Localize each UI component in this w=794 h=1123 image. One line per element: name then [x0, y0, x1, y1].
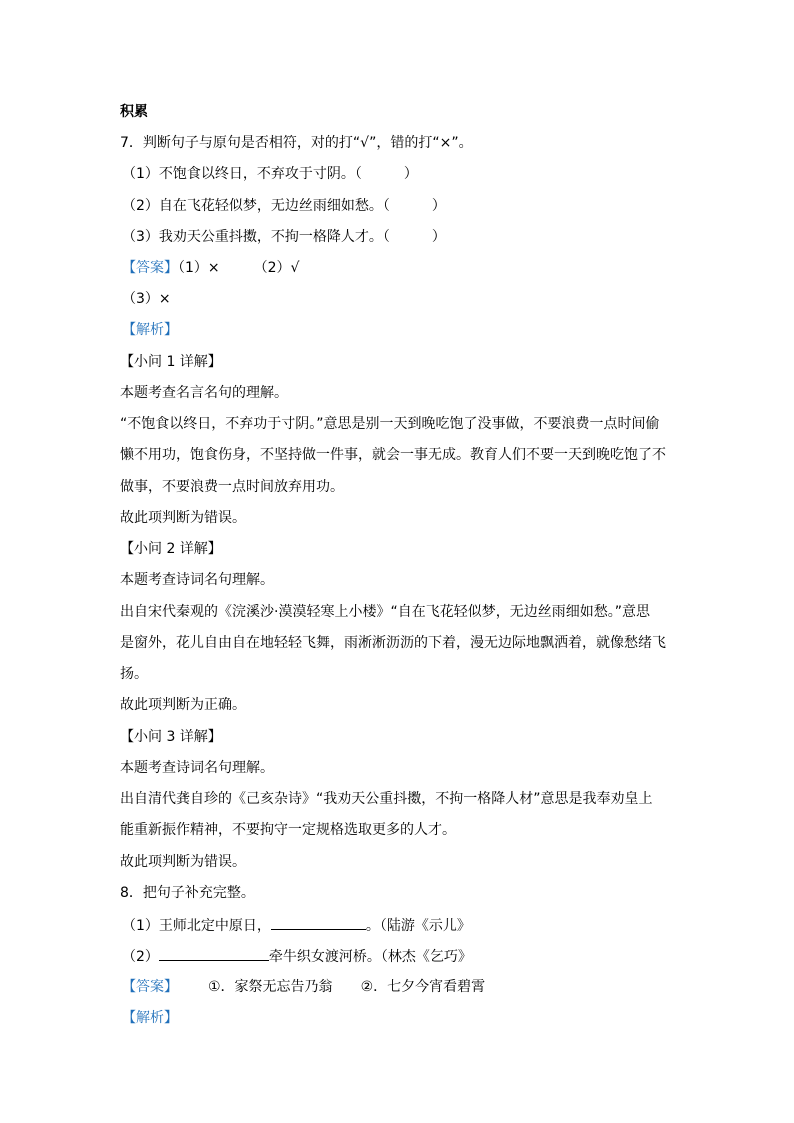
fill-blank-2[interactable]: [159, 946, 269, 961]
answer-2: ②．七夕今宵看碧霄: [360, 979, 486, 995]
analysis-label: 【解析】: [122, 1010, 178, 1026]
sub3-heading: 【小问 3 详解】: [120, 729, 222, 745]
q8-stem: 8．把句子补充完整。: [120, 885, 255, 901]
fill-blank-1[interactable]: [271, 915, 366, 930]
sub2-line: 扬。: [120, 666, 148, 682]
q8-item-2-suffix: 牵牛织女渡河桥。（林杰《乞巧》: [268, 949, 472, 965]
q8-answer: [122, 978, 485, 996]
sub3-conclusion: 故此项判断为错误。: [120, 854, 246, 870]
sub2-heading: 【小问 2 详解】: [120, 541, 222, 557]
q8-item-2: [122, 946, 472, 964]
sub2-line: 是窗外，花儿自由自在地轻轻飞舞，雨淅淅沥沥的下着，漫无边际地飘洒着，就像愁绪飞: [120, 635, 666, 651]
q8-item-2-prefix: （2）: [122, 949, 159, 965]
sub1-line: 懒不用功，饱食伤身，不坚持做一件事，就会一事无成。教育人们不要一天到晚吃饱了不: [120, 447, 666, 463]
sub2-line: 本题考查诗词名句理解。: [120, 572, 274, 588]
sub1-line: 做事，不要浪费一点时间放弃用功。: [120, 479, 344, 495]
q8-item-1-suffix: 。（陆游《示儿》: [365, 918, 471, 934]
sub3-line: 能重新振作精神，不要拘守一定规格选取更多的人才。: [120, 822, 456, 838]
q7-item-3: （3）我劝天公重抖擞，不拘一格降人才。（ ）: [122, 229, 446, 245]
sub1-line: “不饱食以终日，不弃功于寸阴。”意思是别一天到晚吃饱了没事做，不要浪费一点时间偷: [120, 416, 660, 432]
answer-2: （2）√: [253, 260, 300, 276]
q7-stem: 7．判断句子与原句是否相符，对的打“√”，错的打“×”。: [120, 135, 473, 151]
q8-item-1-prefix: （1）王师北定中原日，: [122, 918, 271, 934]
section-title: 积累: [120, 104, 148, 120]
answer-label: 【答案】: [122, 979, 178, 995]
answer-3: （3）×: [122, 291, 171, 307]
sub3-line: 本题考查诗词名句理解。: [120, 760, 274, 776]
q8-item-1: [122, 915, 471, 933]
sub1-conclusion: 故此项判断为错误。: [120, 510, 246, 526]
sub2-conclusion: 故此项判断为正确。: [120, 697, 246, 713]
sub3-line: 出自清代龚自珍的《己亥杂诗》“我劝天公重抖擞，不拘一格降人材”意思是我奉劝皇上: [120, 791, 653, 807]
sub2-line: 出自宋代秦观的《浣溪沙·漠漠轻寒上小楼》“自在飞花轻似梦，无边丝雨细如愁。”意思: [120, 604, 650, 620]
q7-item-1: （1）不饱食以终日，不弃攻于寸阴。（ ）: [122, 166, 418, 182]
q7-item-2: （2）自在飞花轻似梦，无边丝雨细如愁。（ ）: [122, 198, 446, 214]
sub1-heading: 【小问 1 详解】: [120, 354, 222, 370]
sub1-line: 本题考查名言名句的理解。: [120, 385, 288, 401]
answer-label: 【答案】: [122, 260, 178, 276]
answer-1: ①．家祭无忘告乃翁: [208, 979, 333, 995]
q7-answer: [122, 259, 299, 277]
answer-1: （1）×: [178, 260, 220, 276]
analysis-label: 【解析】: [122, 322, 178, 338]
